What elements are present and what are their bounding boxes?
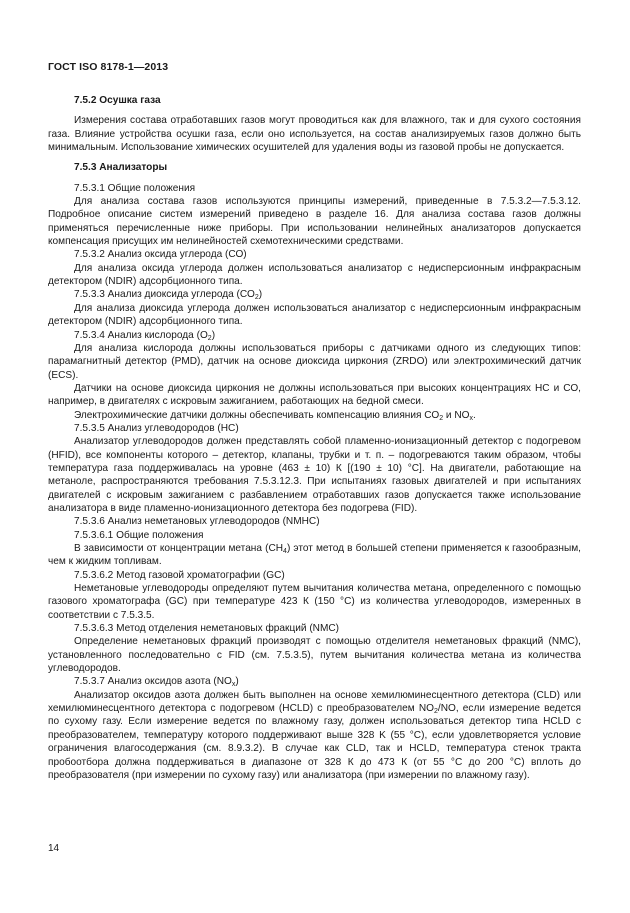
subsection-title: 7.5.3.2 Анализ оксида углерода (СО) <box>74 249 247 261</box>
subsection-title: 7.5.3.6.3 Метод отделения неметановых фракций (NMC) <box>74 623 340 635</box>
paragraph: Определение неметановых фракций производят с помощью отделителя неметановых фракций (NMC), установленного последовательно с FID (см. 7.5.3.5), путем вычитания количества метана из количества углеводородов. <box>48 636 581 675</box>
subsection-title: 7.5.3.3 Анализ диоксида углерода $(СО_2)$ <box>74 289 263 302</box>
paragraph: Датчики на основе диоксида циркония не должны использоваться при высоких концентрациях НС и СО, например, в двигателях с искровым зажиганием, работающих на бедной смеси. <box>48 382 581 408</box>
document-header: ГОСТ ISO 8178-1—2013 <box>48 61 169 73</box>
paragraph: Измерения состава отработавших газов могут проводиться как для влажного, так и для сухого состояния газа. Влияние устройства осушки газа, если оно используется, на состав анализируемых газов должно быть минимальным. Использование химических осушителей для удаления воды из газовой пробы не допускается. <box>48 115 581 154</box>
subsection-title: 7.5.3.6.2 Метод газовой хроматографии (GC) <box>74 569 285 581</box>
paragraph: Для анализа состава газов используются принципы измерений, приведенные в 7.5.3.2—7.5.3.12. Подробное описание систем измерений приведено в разделе 16. Для анализа состава газов должны применяться перечисленные ниже приборы. При использовании нелинейных анализаторов допускается компенсация присущих им нелинейностей схемотехническими средствами. <box>48 196 581 248</box>
subsection-title: 7.5.3.7 Анализ оксидов азота $(NO_x)$ <box>74 676 239 689</box>
paragraph: Для анализа оксида углерода должен использоваться анализатор с недисперсионным инфракрасным детектором (NDIR) адсорбционного типа. <box>48 262 581 288</box>
section-heading-7-5-3: 7.5.3 Анализаторы <box>74 162 168 174</box>
section-heading-7-5-2: 7.5.2 Осушка газа <box>74 95 161 106</box>
subsection-title: 7.5.3.6 Анализ неметановых углеводородов (NMHC) <box>74 516 320 528</box>
subsection-title: 7.5.3.5 Анализ углеводородов (НС) <box>74 422 239 434</box>
subsection-title: 7.5.3.1 Общие положения <box>74 182 196 194</box>
paragraph: Электрохимические датчики должны обеспечивать компенсацию влияния $СО_2$ и $NO_x$. <box>74 409 476 422</box>
paragraph: Для анализа кислорода должны использоваться приборы с датчиками одного из следующих типов: парамагнитный детектор (PMD), датчик на основе диоксида циркония (ZRDO) или электрохимический датчик (ECS). <box>48 342 581 381</box>
paragraph: Для анализа диоксида углерода должен использоваться анализатор с недисперсионным инфракрасным детектором (NDIR) адсорбционного типа. <box>48 302 581 328</box>
page-number: 14 <box>48 843 60 854</box>
paragraph: Анализатор углеводородов должен представлять собой пламенно-ионизационный детектор с подогревом (HFID), все компоненты которого – детектор, клапаны, трубки и т. п. – подогреваются таким образом, чтобы температура газа поддерживалась на уровне (463 ± 10) К [(190 ± 10) °С]. На двигатели, работающие на метаноле, распространяются требования 7.5.3.12.3. При испытаниях газовых двигателей и при испытаниях двигателей с искровым зажиганием с разбавлением отработавших газов допускается также использование анализатора в виде пламенно-ионизационного детектора без подогрева (FID). <box>48 436 581 514</box>
subsection-title: 7.5.3.6.1 Общие положения <box>74 529 204 541</box>
paragraph: Неметановые углеводороды определяют путем вычитания количества метана, определенного с помощью газового хроматографа (GC) при температуре 423 К (150 °С) из количества углеводородов, измеренных в соответствии с 7.5.3.5. <box>48 583 581 621</box>
document-body <box>48 94 581 782</box>
paragraph: В зависимости от концентрации метана $(СН_4)$ этот метод в большей степени применяется к газообразным, чем к жидким топливам. <box>48 543 581 568</box>
paragraph: Анализатор оксидов азота должен быть выполнен на основе хемилюминесцентного детектора (CLD) или хемилюминесцентного детектора с подогревом (HCLD) с преобразователем $NO_2/NO$, если измерение ведется по сухому газу. Если измерение ведется по влажному газу, должен использоваться детектор типа HCLD с преобразователем, температуру которого поддерживают выше 328 K (55 °C), если удовлетворяется условие ограничения влагосодержания (см. 8.9.3.2). В случае как CLD, так и HCLD, температура стенок тракта пробоотбора должна поддерживаться в диапазоне от 328 К до 473 К (от 55 °С до 200 °С) вплоть до преобразователя (при измерении по сухому газу) или анализатора (при измерении по влажному газу). <box>48 689 581 781</box>
subsection-title: 7.5.3.4 Анализ кислорода $(O_2)$ <box>74 329 216 342</box>
